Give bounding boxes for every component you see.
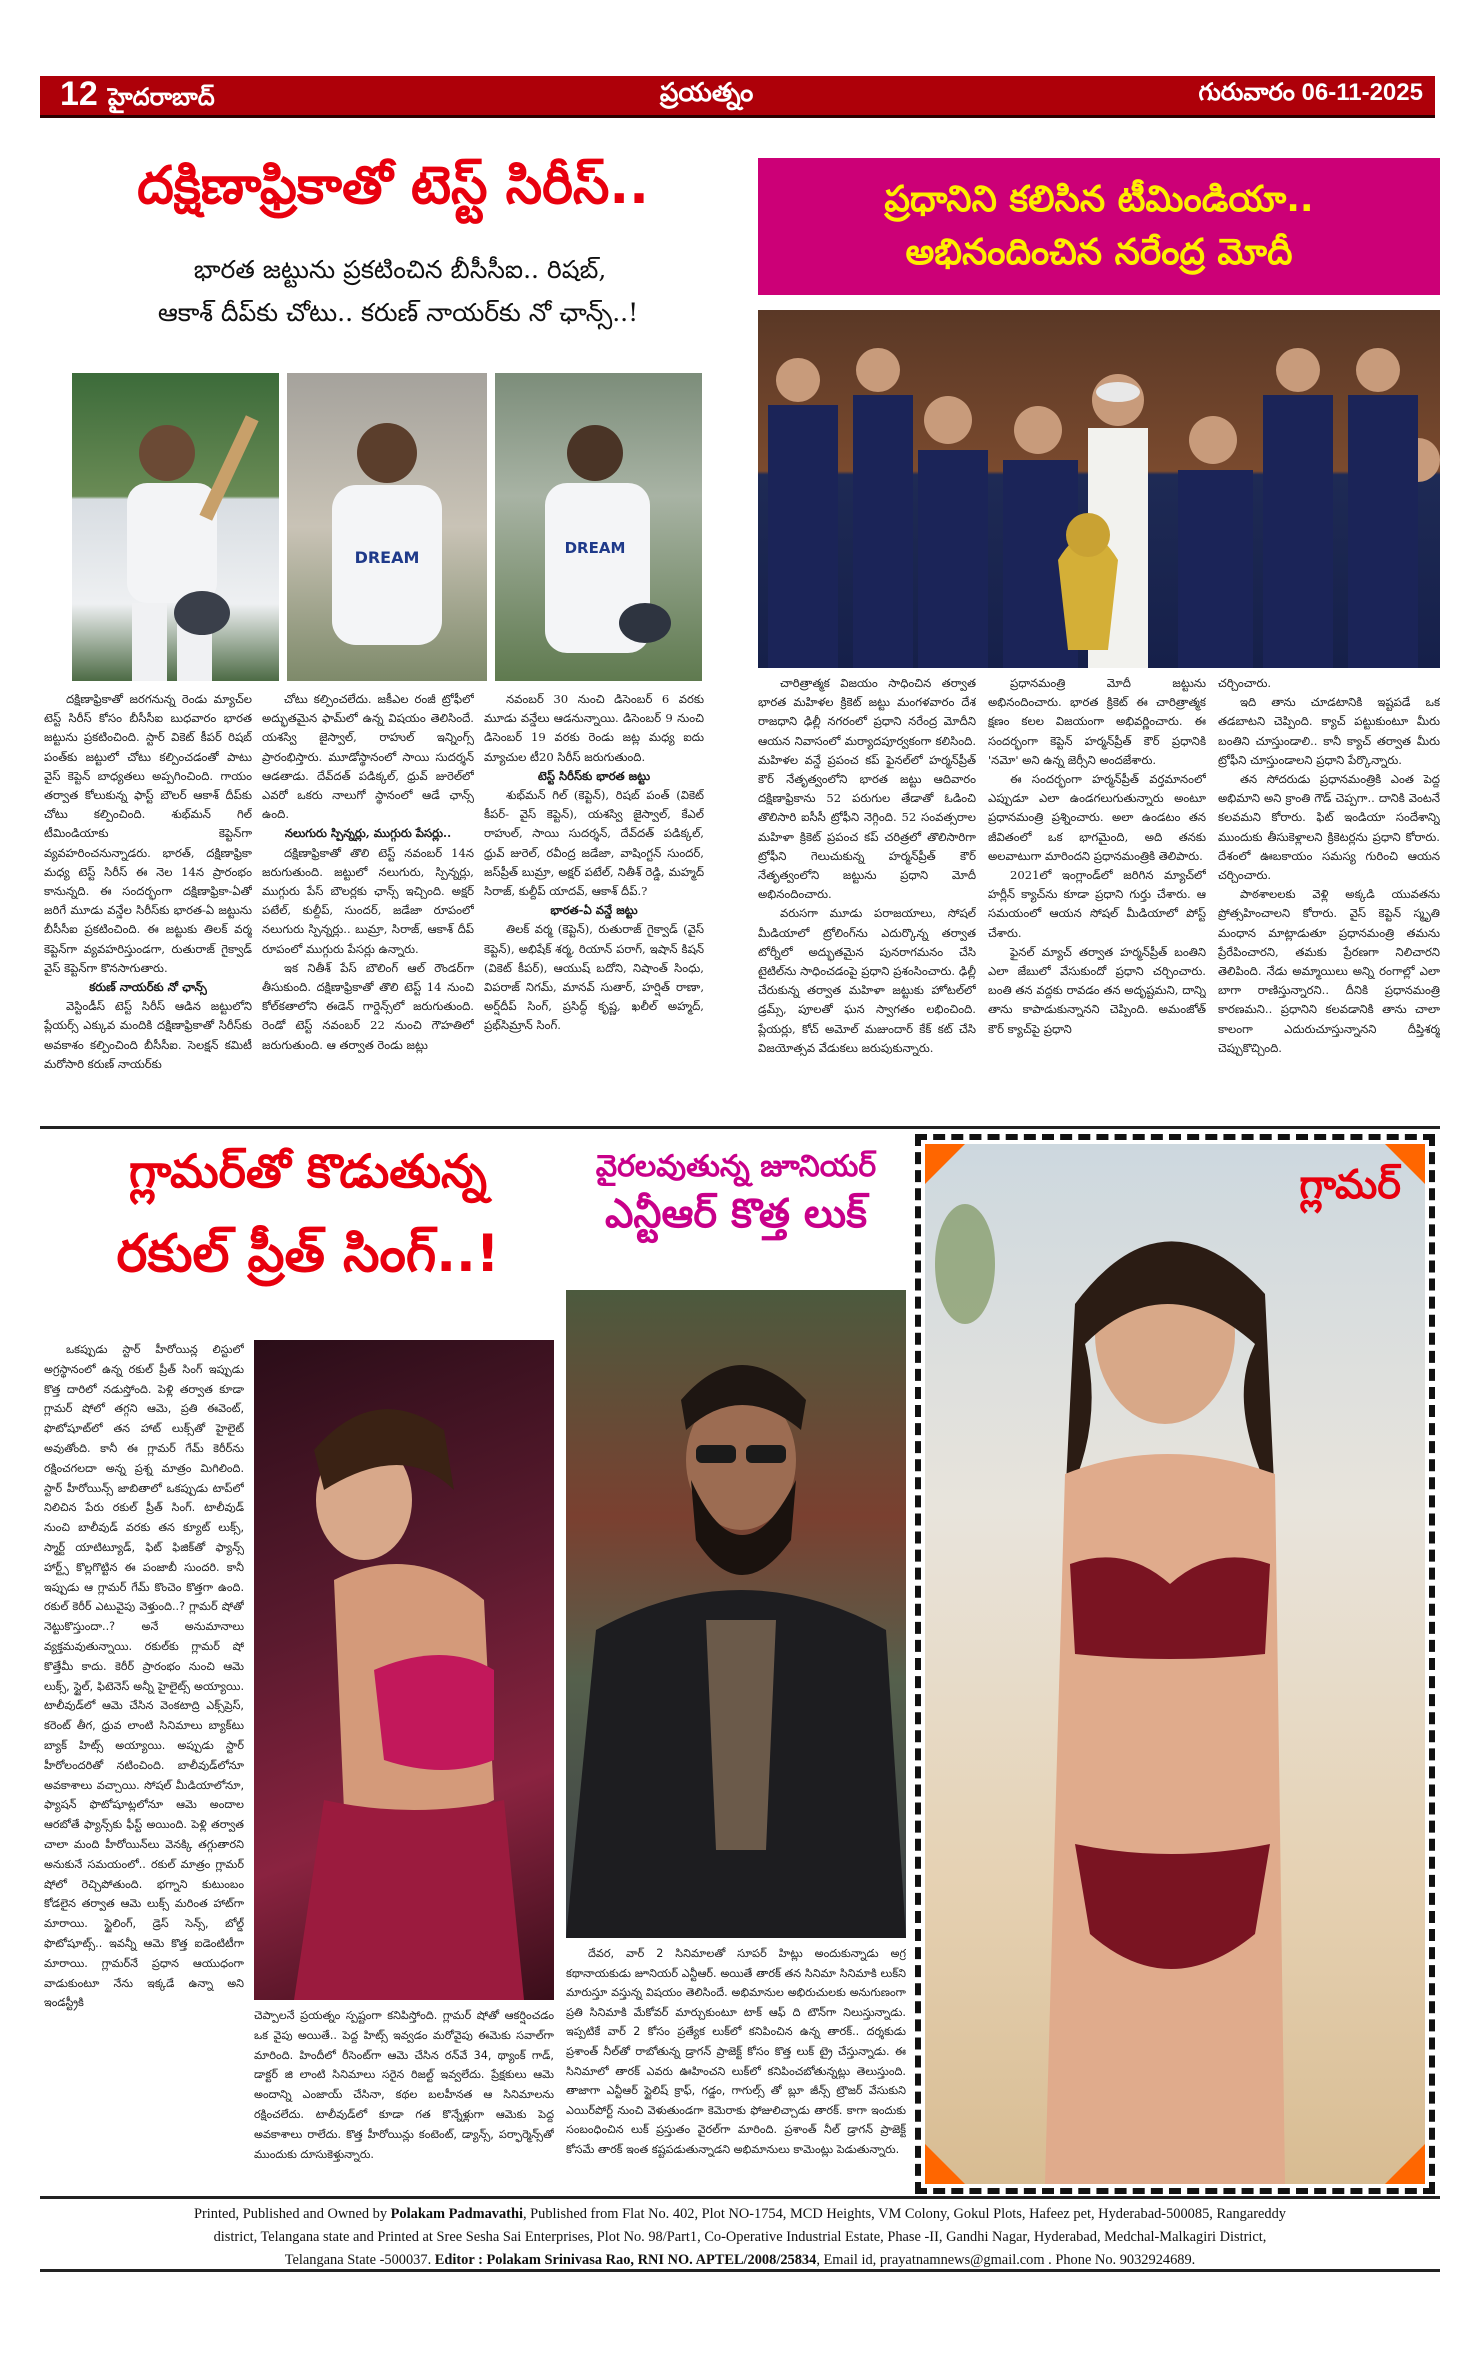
column-subhead: టెస్ట్ సిరీస్‌కు భారత జట్టు [537,768,651,783]
player-photo-karun [495,373,702,681]
imprint-line-3: Telangana State -500037. Editor : Polakam Srinivasa Rao, RNI NO. APTEL/2008/25834, Email id, prayatnamnews@gmail.com . Phone No. 9032924689. [284,2252,1196,2268]
ntr-headline-1: వైరలవుతున్న జూనియర్ [595,1149,877,1184]
test-series-column-3: నవంబర్ 30 నుంచి డిసెంబర్ 6 వరకు మూడు వన్డేలు ఆడనున్నాయి. డిసెంబర్ 9 నుంచి డిసెంబర్ 19 వరకు రెండు జట్ల మధ్య ఐదు మ్యాచుల టీ20 సిరీస్ జరుగుతుంది. టెస్ట్ సిరీస్‌కు భారత జట్టు శుభ్‌మన్ గిల్ (కెప్టెన్), రిషబ్ పంత్ (వికెట్ కీపర్- వైస్ కెప్టెన్), యశస్వి జైస్వాల్, కేఎల్ రాహుల్, సాయి సుదర్శన్, దేవ్‌దత్ పడిక్కల్, ధ్రువ్ జురెల్, రవీంద్ర జడేజా, వాషింగ్టన్ సుందర్, జస్‌ప్రీత్ బుమ్రా, అక్షర్ పటేల్, నితీశ్ రెడ్డి, మహ్మద్ సిరాజ్, కుల్దీప్ యాదవ్, ఆకాశ్ దీప్.? భారత-ఏ వన్డే జట్టు తిలక్ వర్మ (కెప్టెన్), రుతురాజ్ గైక్వాడ్ (వైస్ కెప్టెన్), అభిషేక్ శర్మ, రియాన్ పరాగ్, ఇషాన్ కిషన్ (వికెట్ కీపర్), ఆయుష్ బదోని, నిషాంత్ సింధు, విపరాజ్ నిగమ్, మానవ్ సుతార్, హర్షిత్ రాణా, అర్ష్‌దీప్ సింగ్, ప్రసిద్ధ్ కృష్ణ, ఖలీల్ అహ్మద్, ప్రభ్‌సిమ్రాన్ సింగ్. [484,692,704,1033]
player-silhouette-icon [72,373,279,681]
test-series-column-1: దక్షిణాఫ్రికాతో జరగనున్న రెండు మ్యాచ్‌ల టెస్ట్ సిరీస్ కోసం బీసీసీఐ బుధవారం భారత జట్టును ప్రకటించింది. స్టార్ వికెట్ కీపర్ రిషబ్ పంత్‌కు జట్టులో చోటు కల్పించడంతో పాటు వైస్ కెప్టెన్ బాధ్యతలు అప్పగించింది. గాయం తర్వాత కోలుకున్న ఫాస్ట్ బౌలర్ ఆకాశ్ దీప్‌కు చోటు కల్పించింది. శుభ్‌మన్ గిల్ టీమిండియాకు కెప్టెన్‌గా వ్యవహరించనున్నాడరు. భారత్, దక్షిణాఫ్రికా మధ్య టెస్ట్ సిరీస్ ఈ నెల 14న ప్రారంభం కానున్నది. ఈ సందర్భంగా దక్షిణాఫ్రికా-ఏతో జరిగే మూడు వన్డేల సిరీస్‌కు భారత-ఏ జట్టును బీసీసీఐ ప్రకటించింది. ఈ జట్టుకు తిలక్ వర్మ కెప్టెన్‌గా వ్యవహరిస్తుండగా, రుతురాజ్ గైక్వాడ్ వైస్ కెప్టెన్‌గా కొనసాగుతారు. కరుణ్ నాయర్‌కు నో ఛాన్స్ వెస్టిండీస్ టెస్ట్ సిరీస్ ఆడిన జట్టులోని ప్లేయర్స్ ఎక్కువ మందికి దక్షిణాఫ్రికాతో సిరీస్‌కు అవకాశం కల్పించింది బీసీసీఐ. సెలక్షన్ కమిటీ మరోసారి కరుణ్ నాయర్‌కు [44,692,252,1071]
imprint-line-1: Printed, Published and Owned by Polakam Padmavathi, Published from Flat No. 402, Plot NO-1754, MCD Heights, VM Colony, Gokul Plots, Hafeez pet, Hyderabad-500085, Rangareddy [193,2206,1286,2222]
beach-actress-silhouette-icon [925,1144,1425,2184]
glamour-label: గ్లామర్ [1299,1162,1401,1208]
player-photo-akash [287,373,487,681]
pm-meet-column-2: ప్రధానమంత్రి మోదీ జట్టును అభినందించారు. భారత క్రికెట్ ఈ చారిత్రాత్మక క్షణం కలల విజయంగా అభివర్ణించారు. ఈ సందర్భంగా కెప్టెన్ హర్మన్‌ప్రీత్ కౌర్ ప్రధానికి 'నమో' అని ఉన్న జెర్సీని అందజేశారు. ఈ సందర్భంగా హర్మన్‌ప్రీత్ వర్తమానంలో ఎప్పుడూ ఎలా ఉండగలుగుతున్నారు అంటూ ప్రధానమంత్రి ప్రశ్నించారు. అలా ఉండటం తన జీవితంలో ఒక భాగమైంది, అది తనకు అలవాటుగా మారిందని ప్రధానమంత్రికి తెలిపారు. 2021లో ఇంగ్లాండ్‌లో జరిగిన మ్యాచ్‌లో హర్లీన్ క్యాచ్‌ను కూడా ప్రధాని గుర్తు చేశారు. ఆ సమయంలో ఆయన సోషల్ మీడియాలో పోస్ట్ చేశారు. ఫైనల్ మ్యాచ్ తర్వాత హర్మన్‌ప్రీత్ బంతిని ఎలా జేబులో వేసుకుందో ప్రధాని చర్చించారు. బంతి తన వద్దకు రావడం తన అదృష్టమని, దాన్ని తాను కాపాడుకున్నానని చెప్పింది. అమంజోత్ కౌర్ క్యాచ్‌పై ప్రధాని [988,676,1206,1036]
svg-text:DREAM: DREAM [354,548,420,567]
edition-city: హైదరాబాద్ [107,83,215,111]
pm-meet-headline-2: అభినందించిన నరేంద్ర మోదీ [905,231,1293,273]
pm-meet-headline-banner [758,158,1440,295]
section-divider [40,1126,1440,1129]
imprint-line-2: district, Telangana state and Printed at Sree Sesha Sai Enterprises, Plot No. 98/Part1, Co-Operative Industrial Estate, Phase -II, Gandhi Nagar, Hyderabad, Medchal-Malkagiri District, [213,2229,1267,2245]
pm-meet-column-3: చర్చించారు. ఇది తాను చూడటానికి ఇష్టపడే ఒక తడబాటని చెప్పింది. క్యాచ్ పట్టుకుంటూ మీరు బంతిని చూస్తుండాలి.. కానీ క్యాచ్ తర్వాత మీరు ట్రోఫీని చూస్తుండాలని ప్రధాని పేర్కొన్నారు. తన సోదరుడు ప్రధానమంత్రికి ఎంత పెద్ద అభిమాని అని క్రాంతి గౌడ్ చెప్పగా.. దానికి వెంటనే కలవమని కోరారు. ఫిట్ ఇండియా సందేశాన్ని ముందుకు తీసుకెళ్లాలని క్రికెటర్లను ప్రధాని కోరారు. దేశంలో ఊబకాయం సమస్య గురించి ఆయన చర్చించారు. పాఠశాలలకు వెళ్లి అక్కడి యువతను ప్రోత్సహించాలని కోరారు. వైస్ కెప్టెన్ స్మృతి మంధాన మాట్లాడుతూ ప్రధానమంత్రి తమను ప్రేరేపించారని, తమకు ప్రేరణగా నిలిచారని తెలిపింది. నేడు అమ్మాయిలు అన్ని రంగాల్లో ఎలా బాగా రాణిస్తున్నారని.. దీనికి ప్రధానమంత్రి కారణమని.. ప్రధానిని కలవడానికి తాను చాలా కాలంగా ఎదురుచూస్తున్నానని దీప్తిశర్మ చెప్పుకొచ్చింది. [1218,676,1440,1055]
rakul-column-1: ఒకప్పుడు స్టార్ హీరోయిన్ల లిస్టులో అగ్రస్థానంలో ఉన్న రకుల్ ప్రీత్ సింగ్ ఇప్పుడు కొత్త దారిలో నడుస్తోంది. పెళ్లి తర్వాత కూడా గ్లామర్ షోలో తగ్గని ఆమె, ప్రతి ఈవెంట్, ఫొటోషూట్‌లో తన హాట్ లుక్స్‌తో హైలైట్ అవుతోంది. కానీ ఈ గ్లామర్ గేమ్ కెరీర్‌ను రక్షించగలదా అన్న ప్రశ్న మాత్రం మిగిలింది. స్టార్ హీరోయిన్స్ జాబితాలో ఒకప్పుడు టాప్‌లో నిలిచిన పేరు రకుల్ ప్రీత్ సింగ్. టాలీవుడ్ నుంచి బాలీవుడ్ వరకు తన క్యూట్ లుక్స్, స్మార్ట్ యాటిట్యూడ్, ఫిట్ ఫిజిక్‌తో ఫ్యాన్స్ హార్ట్స్ కొల్లగొట్టిన ఈ పంజాబీ సుందరి. కానీ ఇప్పుడు ఆ గ్లామర్ గేమ్ కొంచెం కొత్తగా ఉంది. రకుల్ కెరీర్ ఎటువైపు వెళ్తుంది..? గ్లామర్ షోతో నెట్టుకొస్తుందా..? అనే అనుమానాలు వ్యక్తమవుతున్నాయి. రకుల్‌కు గ్లామర్ షో కొత్తేమీ కాదు. కెరీర్ ప్రారంభం నుంచి ఆమె లుక్స్, స్టైల్, ఫిటెనెస్ అన్నీ హైలైట్స్ అయ్యాయి. టాలీవుడ్‌లో ఆమె చేసిన వెంకటాద్రి ఎక్స్‌ప్రెస్, కరెంట్ తీగ, ధ్రువ లాంటి సినిమాలు బ్యాక్‌టు బ్యాక్ హిట్స్ అయ్యాయి. అప్పుడు స్టార్ హీరోలందరితో నటించింది. బాలీవుడ్‌లోనూ అవకాశాలు వచ్చాయి. సోషల్ మీడియాలోనూ, ఫ్యాషన్ ఫొటోషూట్లలోనూ ఆమె అందాల ఆరబోతే ఫ్యాన్స్‌కు ఫీస్ట్ అయింది. పెళ్లి తర్వాత చాలా మంది హీరోయిన్‌లు వెనక్కి తగ్గుతారని అనుకునే సమయంలో.. రకుల్ మాత్రం గ్లామర్ షోలో రెచ్చిపోతుంది. భగ్నాని కుటుంబం కోడలైన తర్వాత ఆమె లుక్స్ మరింత హాట్‌గా మారాయి. స్టైలింగ్, డ్రెస్ సెన్స్, బోల్డ్ ఫొటోషూట్స్.. ఇవన్నీ ఆమె కొత్త ఐడెంటిటీగా మారాయి. గ్లామర్‌నే ప్రధాన ఆయుధంగా వాడుకుంటూ నేను ఇక్కడే ఉన్నా అని ఇండస్ట్రీకి [44,1343,244,2010]
rakul-headline-1: గ్లామర్‌తో కొడుతున్న [129,1144,487,1198]
team-with-pm-photo [758,310,1440,668]
page-number: 12 [60,74,98,113]
player-silhouette-icon [495,373,702,681]
group-photo-icon [758,310,1440,668]
actress-silhouette-icon [254,1340,554,2000]
column-subhead: నలుగురు స్పిన్నర్లు, ముగ్గురు పేసర్లు.. [284,826,452,841]
rakul-column-2: చెప్పాలనే ప్రయత్నం స్పష్టంగా కనిపిస్తోంది. గ్లామర్ షోతో ఆకర్షించడం ఒక వైపు అయితే.. పెద్ద హిట్స్ ఇవ్వడం మరోవైపు ఈమెకు సవాల్‌గా మారింది. హిందీలో రీసెంట్‌గా ఆమె చేసిన రన్‌వే 34, థ్యాంక్ గాడ్, డాక్టర్ జి లాంటి సినిమాలు సరైన రిజల్ట్ ఇవ్వలేదు. ప్రేక్షకులు ఆమె అందాన్ని ఎంజాయ్ చేసినా, కథల బలహీనత ఆ సినిమాలను రక్షించలేదు. టాలీవుడ్‌లో కూడా గత కొన్నేళ్లుగా ఆమెకు పెద్ద అవకాశాలు రాలేదు. కొత్త హీరోయిన్లు కంటెంట్, డ్యాన్స్, పర్ఫార్మెన్స్‌తో ముందుకు దూసుకెళ్తున్నారు. [254,2009,554,2161]
column-subhead: భారత-ఏ వన్డే జట్టు [550,903,638,918]
test-series-column-2: చోటు కల్పించలేదు. జకీఎల రంజీ ట్రోఫీలో అద్భుతమైన ఫామ్‌లో ఉన్న విషయం తెలిసిందే. యశస్వి జైస్వాల్, రాహుల్ ఇన్నింగ్స్ ప్రారంభిస్తారు. మూడోస్థానంలో సాయి సుదర్శన్ ఆడతాడు. దేవ్‌దత్ పడిక్కల్, ధ్రువ్ జురెల్‌లో ఎవరో ఒకరు నాలుగో స్థానంలో ఆడే ఛాన్స్ ఉంది. నలుగురు స్పిన్నర్లు, ముగ్గురు పేసర్లు.. దక్షిణాఫ్రికాతో తొలి టెస్ట్ నవంబర్ 14న జరుగుతుంది. జట్టులో నలుగురు, స్పిన్నర్లు, ముగ్గురు పేస్ బౌలర్లకు ఛాన్స్ ఇచ్చింది. అక్షర్ పటేల్, కుల్దీప్, సుందర్, జడేజా రూపంలో నలుగురు స్పిన్నర్లు.. బుమ్రా, సిరాజ్, ఆకాశ్ దీప్ రూపంలో ముగ్గురు పేసర్లు ఉన్నారు. ఇక నితీశ్ పేస్ బౌలింగ్ ఆల్ రౌండర్‌గా తీసుకుంది. దక్షిణాఫ్రికాతో తొలి టెస్ట్ 14 నుంచి కోల్‌కతాలోని ఈడెన్ గార్డెన్స్‌లో జరుగుతుంది. రెండో టెస్ట్ నవంబర్ 22 నుంచి గౌహతిలో జరుగుతుంది. ఆ తర్వాత రెండు జట్లు [262,692,474,1052]
paper-name: ప్రయత్నం [659,77,754,107]
ntr-body: దేవర, వార్ 2 సినిమాలతో సూపర్ హిట్లు అందుకున్నాడు అగ్ర కథానాయకుడు జూనియర్ ఎన్టీఆర్. అయితే తారక్ తన సినిమా సినిమాకి లుక్‌ని మారుస్తూ వస్తున్న విషయం తెలిసిందే. అభిమానుల అభిరుచులకు అనుగుణంగా ప్రతి సినిమాకి మేకోవర్ మార్చుకుంటూ టాక్ ఆఫ్ ది టౌన్‌గా నిలుస్తున్నాడు. ఇప్పటికే వార్ 2 కోసం ప్రత్యేక లుక్‌లో కనిపించిన ఉన్న తారక్.. దర్శకుడు ప్రశాంత్ నీల్‌తో రాబోతున్న డ్రాగన్ ప్రాజెక్ట్ కోసం కొత్త లుక్ ట్రై చేస్తున్నాడు. ఈ సినిమాలో తారక్ ఎవరు ఊహించని లుక్‌లో కనిపించబోతున్నట్లు తెలుస్తుంది. తాజాగా ఎన్టీఆర్ స్టైలిష్ క్రాఫ్, గడ్డం, గాగుల్స్ తో బ్లూ జీన్స్ ట్రౌజర్ వేసుకుని ఎయిర్‌పోర్ట్ నుంచి వెళుతుండగా కెమెరాకు ఫోజులిచ్చాడు తారక్. కాగా ఇందుకు సంబంధించిన లుక్ ప్రస్తుతం వైరల్‌గా మారింది. ప్రశాంత్ నీల్ డ్రాగన్ ప్రాజెక్ట్ కోసమే తారక్ ఇంత కష్టపడుతున్నాడని అభిమానులు కామెంట్లు పెడుతున్నారు. [566,1947,906,2156]
masthead [40,76,1435,118]
edition-date: గురువారం 06-11-2025 [1198,79,1423,106]
glamour-feature-frame [915,1134,1435,2194]
test-series-subhead-2: ఆకాశ్ దీప్‌కు చోటు.. కరుణ్ నాయర్‌కు నో ఛాన్స్..! [157,298,639,327]
ntr-photo [566,1290,906,1938]
pm-meet-headline-1: ప్రధానిని కలిసిన టీమిండియా.. [884,179,1314,221]
column-subhead: కరుణ్ నాయర్‌కు నో ఛాన్స్ [89,980,207,995]
rakul-photo [254,1340,554,2000]
player-photo-rishabh [72,373,279,681]
player-silhouette-icon [287,373,487,681]
actor-silhouette-icon [566,1290,906,1938]
ntr-headline-2: ఎన్టీఆర్ కొత్త లుక్ [604,1191,867,1237]
test-series-headline: దక్షిణాఫ్రికాతో టెస్ట్ సిరీస్.. [137,156,649,216]
pm-meet-column-1: చారిత్రాత్మక విజయం సాధించిన తర్వాత భారత మహిళల క్రికెట్ జట్టు మంగళవారం దేశ రాజధాని ఢిల్లీ నగరంలో ప్రధాని నరేంద్ర మోదీని ఆయన నివాసంలో మర్యాదపూర్వకంగా కలిసింది. మహిళల వన్డే ప్రపంచ కప్ ఫైనల్‌లో హర్మన్‌ప్రీత్ కౌర్ నేతృత్వంలోని భారత జట్టు ఆదివారం దక్షిణాఫ్రికాను 52 పరుగుల తేడాతో ఓడించి తొలిసారి ఐసీసీ ట్రోఫీని నెగ్గింది. 52 సంవత్సరాల మహిళా క్రికెట్ ప్రపంచ కప్ చరిత్రలో తొలిసారిగా ట్రోఫీని గెలుచుకున్న హర్మన్‌ప్రీత్ కౌర్ నేతృత్వంలోని జట్టును ప్రధాని మోదీ అభినందించారు. వరుసగా మూడు పరాజయాలు, సోషల్ మీడియాలో ట్రోలింగ్‌ను ఎదుర్కొన్న తర్వాత టోర్నీలో అద్భుతమైన పునరాగమనం చేసి టైటిల్‌ను సాధించడంపై ప్రధాని ప్రశంసించారు. ఢిల్లీ చేరుకున్న తర్వాత మహిళా జట్టుకు హోటల్‌లో డ్రమ్స్, పూలతో ఘన స్వాగతం లభించింది. ప్లేయర్లు, కోచ్ అమోల్ మజుందార్ కేక్ కట్ చేసి విజయోత్సవ వేడుకలు జరుపుకున్నారు. [758,676,976,1055]
imprint-footer [40,2196,1440,2272]
rakul-headline-2: రకుల్ ప్రీత్ సింగ్..! [116,1224,500,1284]
svg-text:DREAM: DREAM [564,539,626,557]
test-series-subhead-1: భారత జట్టును ప్రకటించిన బీసీసీఐ.. రిషబ్, [193,255,607,284]
glamour-photo [925,1144,1425,2184]
